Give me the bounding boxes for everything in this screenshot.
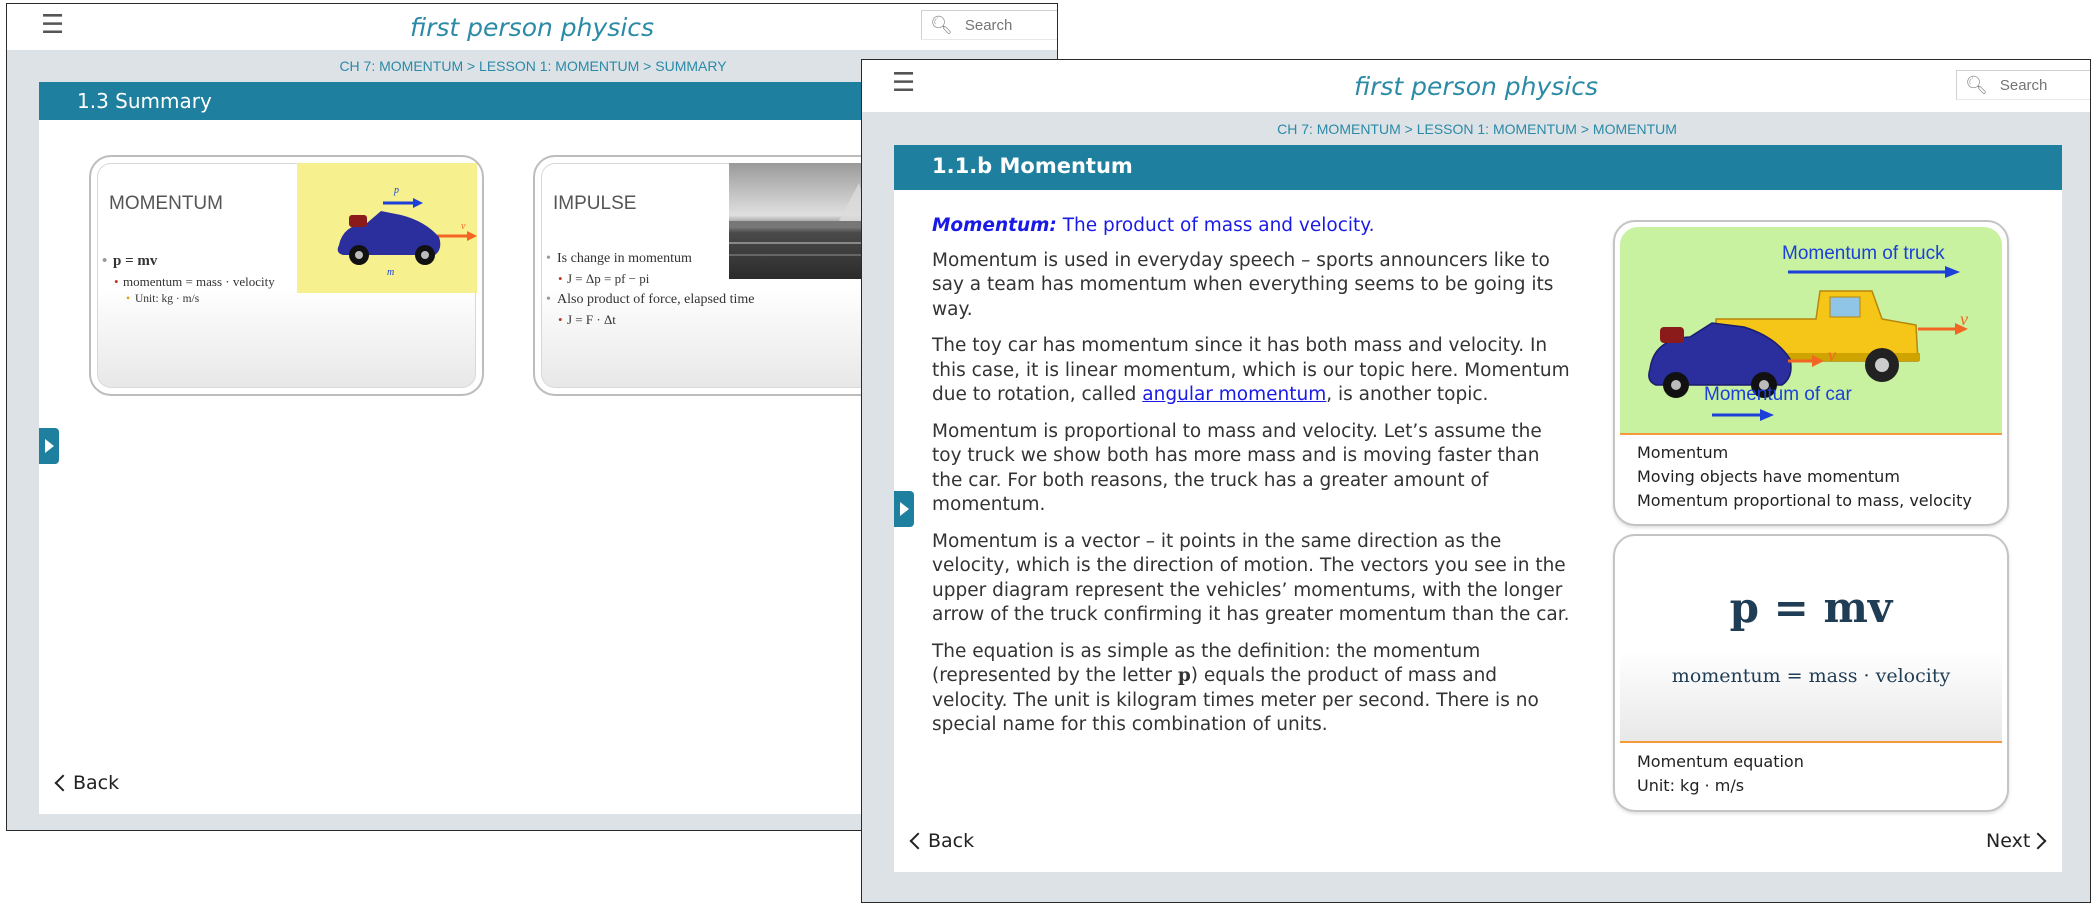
- definition-text: The product of mass and velocity.: [1056, 215, 1375, 236]
- truck-velocity-label: v: [1960, 309, 1968, 329]
- card-bullets: [557, 251, 755, 328]
- list-item: • p = mv: [113, 253, 275, 270]
- paragraph: Momentum is used in everyday speech – sports announcers like to say a team has momentum when everything seems to be going its way.: [932, 249, 1554, 320]
- top-bar: [862, 60, 2090, 112]
- paragraph: [932, 640, 1572, 738]
- section-title: 1.3 Summary: [77, 89, 212, 113]
- list-item: • Unit: kg · m/s: [135, 293, 275, 305]
- hamburger-icon[interactable]: ☰: [41, 10, 65, 40]
- paragraph: [932, 334, 1572, 408]
- search-input[interactable]: [1998, 76, 2082, 95]
- list-item: • Is change in momentum: [557, 251, 755, 267]
- vector-label-v: v: [461, 221, 466, 232]
- lesson-window: [861, 59, 2091, 903]
- definition-term: Momentum:: [932, 215, 1057, 236]
- next-label: Next: [1986, 830, 2031, 852]
- paragraph-text: ) equals the product of mass and velocity. The unit is kilogram times meter per second. There is no special name for this combination of units.: [932, 665, 1539, 735]
- back-button[interactable]: [908, 830, 974, 852]
- chevron-right-icon: [2030, 833, 2047, 850]
- vector-label-p: p: [394, 185, 399, 196]
- search-box[interactable]: [1956, 70, 2091, 100]
- paragraph-text: , is another topic.: [1326, 384, 1489, 405]
- definition: [932, 214, 1572, 239]
- summary-card-momentum[interactable]: [89, 155, 484, 396]
- paragraph-text: The toy car has momentum since it has both mass and velocity. In this case, it is linear momentum, which is our topic here. Momentum due to rotation, called: [932, 335, 1570, 405]
- paragraph: Momentum is a vector – it points in the same direction as the velocity, which is the direction of motion. The vectors you see in the upper diagram represent the vehicles’ momentums, with the longer arrow of the truck confirming it has greater momentum than the car.: [932, 530, 1570, 625]
- page-background: [862, 112, 2091, 903]
- figure-momentum[interactable]: [1613, 220, 2009, 526]
- expand-arrow-icon[interactable]: [894, 491, 914, 527]
- list-item: • Also product of force, elapsed time: [557, 292, 755, 308]
- section-header: [894, 145, 2062, 190]
- mass-label-m: m: [387, 267, 395, 278]
- article-text: [932, 214, 1572, 750]
- car-velocity-label: v: [1828, 345, 1836, 365]
- figure-caption: [1637, 441, 1972, 513]
- momentum-equation: p = mv: [1729, 583, 1893, 632]
- equation-panel: [1620, 541, 2002, 743]
- search-box[interactable]: [921, 10, 1057, 40]
- angular-momentum-link[interactable]: angular momentum: [1142, 384, 1327, 405]
- list-item: • J = Δp = pf − pi: [567, 271, 755, 287]
- caption-line: Moving objects have momentum: [1637, 467, 1900, 486]
- section-title: 1.1.b Momentum: [932, 154, 1133, 178]
- figure-momentum-equation[interactable]: [1613, 534, 2009, 812]
- car-thumbnail: [297, 163, 477, 293]
- list-item: • J = F · Δt: [567, 312, 755, 328]
- back-label: Back: [73, 772, 120, 794]
- card-title: IMPULSE: [553, 193, 637, 214]
- search-icon: 🔍︎: [930, 14, 953, 36]
- app-title: first person physics: [1353, 72, 1599, 101]
- caption-title: Momentum: [1637, 443, 1729, 462]
- next-button[interactable]: [1986, 830, 2044, 852]
- caption-line: Momentum proportional to mass, velocity: [1637, 491, 1972, 510]
- chevron-left-icon: [910, 833, 927, 850]
- paragraph-text: The equation is as simple as the definition: the momentum (represented by the letter: [932, 640, 1481, 686]
- caption-title: Momentum equation: [1637, 752, 1804, 771]
- card-title: MOMENTUM: [109, 193, 223, 214]
- back-label: Back: [928, 830, 975, 852]
- caption-line: Unit: kg · m/s: [1637, 776, 1745, 795]
- top-bar: [7, 4, 1057, 50]
- search-input[interactable]: [963, 16, 1047, 35]
- symbol-p: p: [1177, 665, 1191, 686]
- list-item: • momentum = mass · velocity: [123, 274, 275, 290]
- back-button[interactable]: [53, 772, 119, 794]
- figure-caption: [1637, 750, 1804, 798]
- hamburger-icon[interactable]: ☰: [892, 68, 916, 98]
- equation-in-words: momentum = mass · velocity: [1671, 665, 1951, 687]
- paragraph: Momentum is proportional to mass and velocity. Let’s assume the toy truck we show both has more mass and is moving faster than the car. For both reasons, the truck has a greater amount of momentum.: [932, 420, 1542, 515]
- summary-card-impulse[interactable]: [533, 155, 897, 396]
- breadcrumb: CH 7: MOMENTUM > LESSON 1: MOMENTUM > SUMMARY: [339, 58, 727, 74]
- expand-arrow-icon[interactable]: [39, 428, 59, 464]
- lesson-content: [894, 145, 2062, 872]
- breadcrumb: CH 7: MOMENTUM > LESSON 1: MOMENTUM > MOMENTUM: [1277, 121, 1677, 137]
- chevron-left-icon: [55, 775, 72, 792]
- card-bullets: [113, 253, 275, 305]
- app-title: first person physics: [409, 13, 655, 42]
- car-momentum-label: Momentum of car: [1704, 384, 1852, 405]
- momentum-diagram: [1620, 227, 2002, 435]
- search-icon: 🔍︎: [1965, 74, 1988, 96]
- truck-momentum-label: Momentum of truck: [1782, 243, 1945, 264]
